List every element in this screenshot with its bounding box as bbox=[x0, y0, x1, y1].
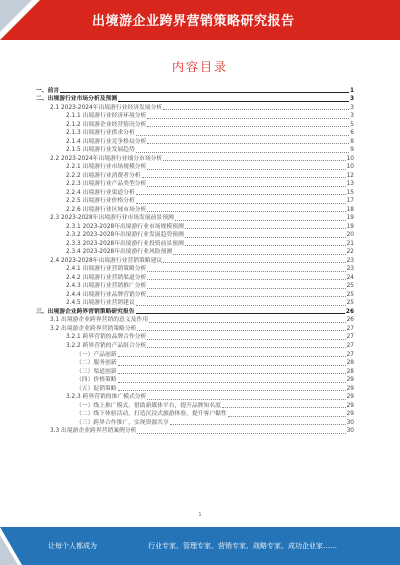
toc-leader-dots bbox=[137, 330, 345, 331]
toc-entry-title: （三）跨界合作推广，实现资源共享 bbox=[76, 419, 169, 426]
toc-entry-page: 10 bbox=[346, 164, 354, 171]
toc-leader-dots bbox=[185, 245, 346, 246]
toc-entry-title: 3.2.3 跨界营销的推广模式分析 bbox=[66, 394, 147, 401]
toc-entry-title: 三、出境游企业跨界营销策略研究报告 bbox=[36, 308, 135, 315]
toc-leader-dots bbox=[147, 347, 345, 348]
toc-leader-dots bbox=[147, 118, 349, 119]
toc-leader-dots bbox=[147, 279, 345, 280]
toc-entry-page: 12 bbox=[346, 172, 354, 179]
toc-leader-dots bbox=[147, 399, 345, 400]
toc-entry[interactable] bbox=[36, 410, 354, 419]
toc-entry-page: 18 bbox=[346, 206, 354, 213]
toc-entry-page: 30 bbox=[346, 419, 354, 426]
toc-entry-page: 13 bbox=[346, 181, 354, 188]
toc-leader-dots bbox=[147, 339, 345, 340]
toc-entry[interactable] bbox=[36, 316, 354, 325]
toc-leader-dots bbox=[228, 416, 346, 417]
toc-entry-page: 19 bbox=[346, 223, 354, 230]
toc-leader-dots bbox=[137, 433, 345, 434]
toc-entry-page: 25 bbox=[346, 291, 354, 298]
toc-leader-dots bbox=[147, 288, 345, 289]
toc-entry-title: 2.4.1 出境游行业营销策略分析 bbox=[66, 266, 147, 273]
toc-entry-page: 19 bbox=[346, 215, 354, 222]
footer-corner-gray bbox=[0, 535, 18, 565]
toc-leader-dots bbox=[147, 126, 349, 127]
toc-entry-page: 15 bbox=[346, 189, 354, 196]
toc-entry[interactable] bbox=[36, 307, 354, 316]
toc-leader-dots bbox=[175, 220, 346, 221]
toc-entry-page: 22 bbox=[346, 249, 354, 256]
toc-entry-title: 2.3.3 2023-2028年出境游行业投资前景预测 bbox=[66, 240, 184, 247]
toc-entry-title: （五）促销策略 bbox=[76, 385, 117, 392]
toc-leader-dots bbox=[170, 424, 346, 425]
toc-leader-dots bbox=[147, 186, 345, 187]
header-corner-gray bbox=[0, 0, 32, 32]
toc-entry-page: 23 bbox=[346, 266, 354, 273]
toc-entry-title: （二）线下体验活动，打造沉浸式旅游体验，提升客户黏性 bbox=[76, 411, 227, 418]
toc-entry-title: （一）产品创新 bbox=[76, 351, 117, 358]
toc-leader-dots bbox=[136, 313, 345, 314]
toc-entry-page: 17 bbox=[346, 198, 354, 205]
toc-entry-page: 21 bbox=[346, 240, 354, 247]
toc-entry-title: 2.3 2023-2028年出境游行业市场发展前景预测 bbox=[50, 215, 174, 222]
toc-leader-dots bbox=[147, 211, 345, 212]
toc-entry[interactable] bbox=[36, 103, 354, 112]
toc-entry[interactable] bbox=[36, 350, 354, 359]
toc-entry[interactable] bbox=[36, 222, 354, 231]
report-title: 出境游企业跨界营销策略研究报告 bbox=[92, 14, 295, 29]
toc-entry-title: 2.4 2023-2028年出境游行业营销策略建议 bbox=[50, 257, 163, 264]
toc-entry-page: 8 bbox=[350, 138, 354, 145]
toc-entry-title: （三）渠道创新 bbox=[76, 368, 117, 375]
toc-entry[interactable] bbox=[36, 427, 354, 436]
toc-entry-title: 2.2.1 出境游行业市场规模分析 bbox=[66, 164, 147, 171]
toc-entry-page: 10 bbox=[346, 155, 354, 162]
toc-entry[interactable] bbox=[36, 197, 354, 206]
toc-entry[interactable] bbox=[36, 137, 354, 146]
toc-entry-title: （四）价格策略 bbox=[76, 377, 117, 384]
toc-entry[interactable] bbox=[36, 290, 354, 299]
toc-entry-page: 6 bbox=[350, 130, 354, 137]
toc-entry[interactable] bbox=[36, 248, 354, 257]
toc-leader-dots bbox=[142, 177, 346, 178]
toc-entry-title: 2.4.3 出境游行业营销推广分析 bbox=[66, 283, 147, 290]
toc-entry[interactable] bbox=[36, 359, 354, 368]
toc-entry-page: 27 bbox=[346, 342, 354, 349]
toc-entry-title: 2.2.2 出境游行业消费者分析 bbox=[66, 172, 141, 179]
toc-entry-title: 3.2 出境游企业跨界营销策略分析 bbox=[50, 325, 137, 332]
toc-leader-dots bbox=[185, 228, 346, 229]
toc-leader-dots bbox=[185, 237, 346, 238]
toc-entry-title: 3.3 出境游企业跨界营销案例分析 bbox=[50, 428, 137, 435]
page-number: 1 bbox=[198, 512, 202, 518]
toc-entry[interactable] bbox=[36, 384, 354, 393]
toc-entry-title: 2.1.4 出境游行业竞争格局分析 bbox=[66, 138, 147, 145]
toc-entry[interactable] bbox=[36, 256, 354, 265]
toc-entry[interactable] bbox=[36, 273, 354, 282]
toc-leader-dots bbox=[147, 169, 345, 170]
toc-entry-title: 3.2.1 跨界营销的品牌合作分析 bbox=[66, 334, 147, 341]
toc-entry[interactable] bbox=[36, 333, 354, 342]
toc-entry-title: 2.4.2 出境游行业营销渠道分析 bbox=[66, 274, 147, 281]
toc-entry-title: 2.3.1 2023-2028年出境游行业市场规模预测 bbox=[66, 223, 184, 230]
toc-entry[interactable] bbox=[36, 239, 354, 248]
toc-entry-page: 29 bbox=[346, 411, 354, 418]
toc-entry[interactable] bbox=[36, 299, 354, 308]
toc-entry-title: 二、出境游行业市场分析及预测 bbox=[36, 96, 118, 103]
toc-entry-page: 29 bbox=[346, 402, 354, 409]
toc-entry-page: 27 bbox=[346, 325, 354, 332]
toc-leader-dots bbox=[136, 152, 350, 153]
toc-entry[interactable] bbox=[36, 376, 354, 385]
toc-leader-dots bbox=[136, 194, 346, 195]
toc-entry[interactable] bbox=[36, 401, 354, 410]
toc-entry-page: 28 bbox=[346, 360, 354, 367]
toc-entry[interactable] bbox=[36, 154, 354, 163]
toc-entry-title: 2.4.4 出境游行业品牌营销分析 bbox=[66, 291, 147, 298]
toc-entry-title: 3.1 出境游企业跨界营销的意义及作用 bbox=[50, 317, 149, 324]
toc-leader-dots bbox=[147, 271, 345, 272]
toc-entry-title: （二）服务创新 bbox=[76, 360, 117, 367]
toc-entry-title: 2.1.3 出境游行业供求分析 bbox=[66, 130, 135, 137]
toc-leader-dots bbox=[147, 143, 349, 144]
toc-entry[interactable] bbox=[36, 265, 354, 274]
toc-entry-title: 2.4.5 出境游行业营销建议 bbox=[66, 300, 135, 307]
toc-entry[interactable] bbox=[36, 188, 354, 197]
toc-entry-page: 3 bbox=[350, 104, 354, 111]
toc-entry-title: 2.1 2023-2024年出境游行业经济发展分析 bbox=[50, 104, 163, 111]
toc-entry[interactable] bbox=[36, 231, 354, 240]
toc-entry[interactable] bbox=[36, 214, 354, 223]
toc-leader-dots bbox=[173, 254, 345, 255]
toc-entry[interactable] bbox=[36, 86, 354, 95]
toc-leader-dots bbox=[136, 203, 346, 204]
toc-entry-page: 26 bbox=[345, 308, 354, 315]
toc-entry[interactable] bbox=[36, 282, 354, 291]
toc-entry-title: （一）线上推广模式，借助新媒体平台，提升品牌知名度 bbox=[76, 402, 221, 409]
toc-entry[interactable] bbox=[36, 112, 354, 121]
toc-entry-title: 2.1.1 出境游行业经济环境分析 bbox=[66, 113, 147, 120]
toc-entry-page: 25 bbox=[346, 283, 354, 290]
toc-leader-dots bbox=[118, 390, 346, 391]
footer-slogan: 让每个人都成为 bbox=[48, 542, 97, 550]
toc-leader-dots bbox=[163, 109, 349, 110]
toc-entry[interactable] bbox=[36, 171, 354, 180]
toc-leader-dots bbox=[118, 101, 349, 102]
toc-entry-title: 2.3.4 2023-2028年出境游行业风险预测 bbox=[66, 249, 173, 256]
toc-entry[interactable] bbox=[36, 205, 354, 214]
toc-entry-title: 2.2.6 出境游行业区域市场分析 bbox=[66, 206, 147, 213]
toc-entry[interactable] bbox=[36, 95, 354, 104]
toc-entry-title: 2.1.2 出境游企业经营情况分析 bbox=[66, 121, 147, 128]
toc-entry-page: 3 bbox=[349, 96, 354, 103]
toc-entry-page: 28 bbox=[346, 368, 354, 375]
toc-entry-page: 25 bbox=[346, 300, 354, 307]
toc-entry[interactable] bbox=[36, 324, 354, 333]
table-of-contents bbox=[36, 86, 354, 435]
toc-entry[interactable] bbox=[36, 129, 354, 138]
toc-entry[interactable] bbox=[36, 367, 354, 376]
toc-entry-page: 20 bbox=[346, 232, 354, 239]
toc-entry-page: 1 bbox=[349, 87, 354, 94]
toc-leader-dots bbox=[118, 356, 346, 357]
toc-entry-page: 26 bbox=[346, 317, 354, 324]
toc-entry-page: 3 bbox=[350, 113, 354, 120]
toc-entry-page: 23 bbox=[346, 257, 354, 264]
toc-entry-title: 2.2 2023-2024年出境游行业细分市场分析 bbox=[50, 155, 163, 162]
toc-entry-page: 24 bbox=[346, 274, 354, 281]
toc-entry-title: 2.1.5 出境游行业发展趋势 bbox=[66, 147, 135, 154]
toc-entry[interactable] bbox=[36, 341, 354, 350]
toc-leader-dots bbox=[222, 407, 346, 408]
toc-entry[interactable] bbox=[36, 418, 354, 427]
toc-entry-title: 2.2.3 出境游行业产品类型分析 bbox=[66, 181, 147, 188]
toc-leader-dots bbox=[163, 160, 345, 161]
toc-entry-page: 9 bbox=[350, 147, 354, 154]
toc-entry-page: 27 bbox=[346, 334, 354, 341]
toc-entry[interactable] bbox=[36, 180, 354, 189]
toc-entry-title: 3.2.2 跨界营销的产品组合分析 bbox=[66, 342, 147, 349]
toc-entry-page: 27 bbox=[346, 351, 354, 358]
toc-leader-dots bbox=[147, 296, 345, 297]
toc-leader-dots bbox=[118, 373, 346, 374]
toc-leader-dots bbox=[136, 305, 346, 306]
toc-entry-page: 29 bbox=[346, 377, 354, 384]
toc-entry[interactable] bbox=[36, 393, 354, 402]
toc-entry-page: 5 bbox=[350, 121, 354, 128]
header-banner bbox=[0, 0, 400, 40]
toc-leader-dots bbox=[149, 322, 346, 323]
footer-tagline: 行业专家、管理专家、营销专家、战略专家、成功企业家…… bbox=[148, 542, 337, 550]
toc-entry-page: 29 bbox=[346, 394, 354, 401]
toc-leader-dots bbox=[136, 135, 350, 136]
toc-entry-page: 30 bbox=[346, 428, 354, 435]
toc-entry-title: 2.3.2 2023-2028年出境游行业发展趋势预测 bbox=[66, 232, 184, 239]
toc-entry-title: 2.2.4 出境游行业渠道分析 bbox=[66, 189, 135, 196]
toc-entry[interactable] bbox=[36, 120, 354, 129]
toc-leader-dots bbox=[118, 365, 346, 366]
toc-entry[interactable] bbox=[36, 163, 354, 172]
toc-leader-dots bbox=[118, 382, 346, 383]
toc-entry[interactable] bbox=[36, 146, 354, 155]
toc-title: 内容目录 bbox=[171, 60, 228, 74]
toc-leader-dots bbox=[163, 262, 345, 263]
toc-entry-title: 一、前言 bbox=[36, 87, 60, 94]
toc-entry-page: 29 bbox=[346, 385, 354, 392]
toc-entry-title: 2.2.5 出境游行业价格分析 bbox=[66, 198, 135, 205]
toc-leader-dots bbox=[60, 92, 349, 93]
footer-banner bbox=[0, 527, 400, 565]
